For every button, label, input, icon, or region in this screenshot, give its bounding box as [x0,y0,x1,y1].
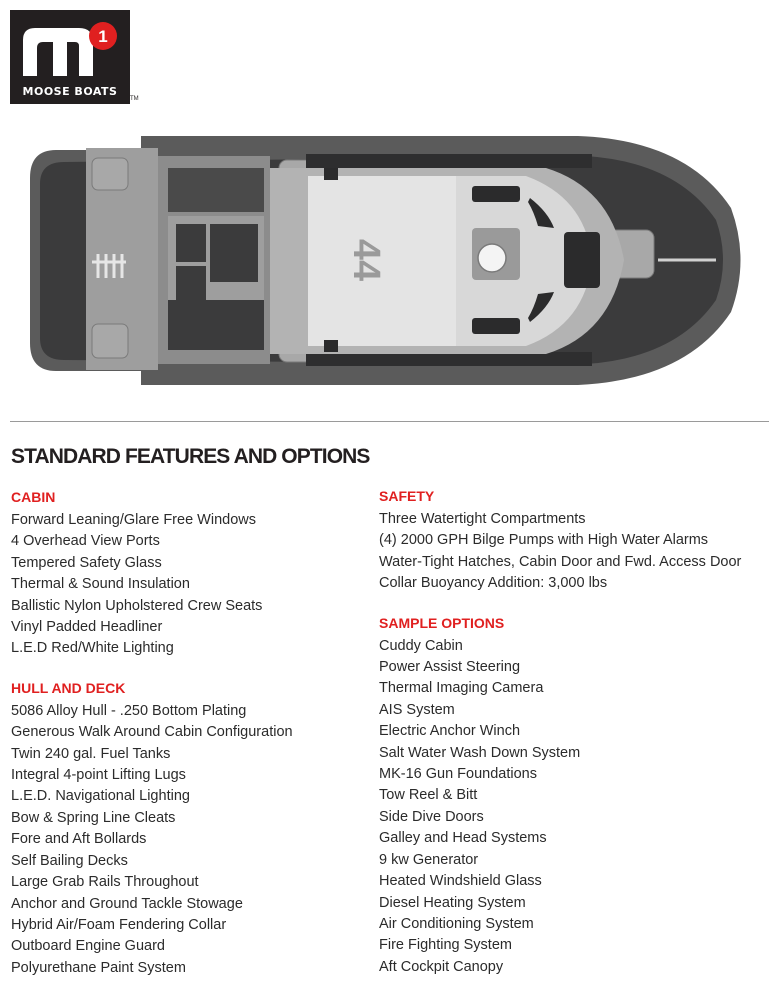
list-item: Galley and Head Systems [379,830,547,847]
trademark-mark: TM [130,96,139,102]
list-item: 4 Overhead View Ports [11,533,160,550]
sample-options-list [379,636,774,979]
list-item: AIS System [379,701,455,718]
list-item: Polyurethane Paint System [11,959,186,976]
list-item: MK-16 Gun Foundations [379,766,537,783]
list-item: Tow Reel & Bitt [379,787,478,804]
section-divider [10,421,769,422]
list-item: Hybrid Air/Foam Fendering Collar [11,916,227,933]
m1-logo-mark [19,18,119,80]
hull-and-deck-feature-list [11,701,361,979]
list-item: Side Dive Doors [379,808,484,825]
list-item: Electric Anchor Winch [379,723,521,740]
page-title: STANDARD FEATURES AND OPTIONS [11,445,370,468]
list-item: Twin 240 gal. Fuel Tanks [11,745,171,762]
list-item: 9 kw Generator [379,851,479,868]
list-item: Fire Fighting System [379,937,512,954]
list-item: Thermal Imaging Camera [379,680,544,697]
moose-boats-logo [10,10,130,104]
list-item: Self Bailing Decks [11,852,128,869]
section-title-hull-and-deck: HULL AND DECK [11,679,126,696]
list-item: Cuddy Cabin [379,637,463,654]
list-item: Collar Buoyancy Addition: 3,000 lbs [379,575,608,592]
safety-feature-list [379,509,774,595]
section-title-cabin: CABIN [11,489,56,505]
list-item: L.E.D Red/White Lighting [11,640,174,657]
list-item: Diesel Heating System [379,894,526,911]
list-item: Outboard Engine Guard [11,938,165,955]
logo-brand-text: MOOSE BOATS [22,85,118,98]
list-item: Generous Walk Around Cabin Configuration [11,724,293,741]
list-item: Anchor and Ground Tackle Stowage [11,895,243,912]
list-item: Fore and Aft Bollards [11,831,147,848]
list-item: Air Conditioning System [379,915,534,932]
list-item: (4) 2000 GPH Bilge Pumps with High Water Alarms [379,532,709,549]
list-item: 5086 Alloy Hull - .250 Bottom Plating [11,702,247,719]
hull-number: 44 [345,238,387,282]
list-item: Ballistic Nylon Upholstered Crew Seats [11,597,263,614]
list-item: Bow & Spring Line Cleats [11,809,176,826]
list-item: Integral 4-point Lifting Lugs [11,767,186,784]
section-title-sample-options: SAMPLE OPTIONS [379,614,505,631]
list-item: Forward Leaning/Glare Free Windows [11,512,256,528]
list-item: Power Assist Steering [379,659,521,676]
list-item: Thermal & Sound Insulation [11,576,190,593]
section-title-safety: SAFETY [379,488,435,504]
list-item: L.E.D. Navigational Lighting [11,788,190,805]
features-right-column [379,488,774,978]
list-item: Aft Cockpit Canopy [379,958,504,975]
list-item: Salt Water Wash Down System [379,744,581,761]
list-item: Water-Tight Hatches, Cabin Door and Fwd. Access Door [379,553,742,570]
list-item: Vinyl Padded Headliner [11,619,163,636]
logo-superscript: 1 [98,27,108,46]
cabin-feature-list [11,510,361,660]
boat-top-view-illustration [26,128,748,393]
list-item: Three Watertight Compartments [379,511,586,527]
list-item: Tempered Safety Glass [11,554,162,571]
features-left-column [11,489,361,979]
list-item: Heated Windshield Glass [379,873,542,890]
list-item: Large Grab Rails Throughout [11,874,199,891]
